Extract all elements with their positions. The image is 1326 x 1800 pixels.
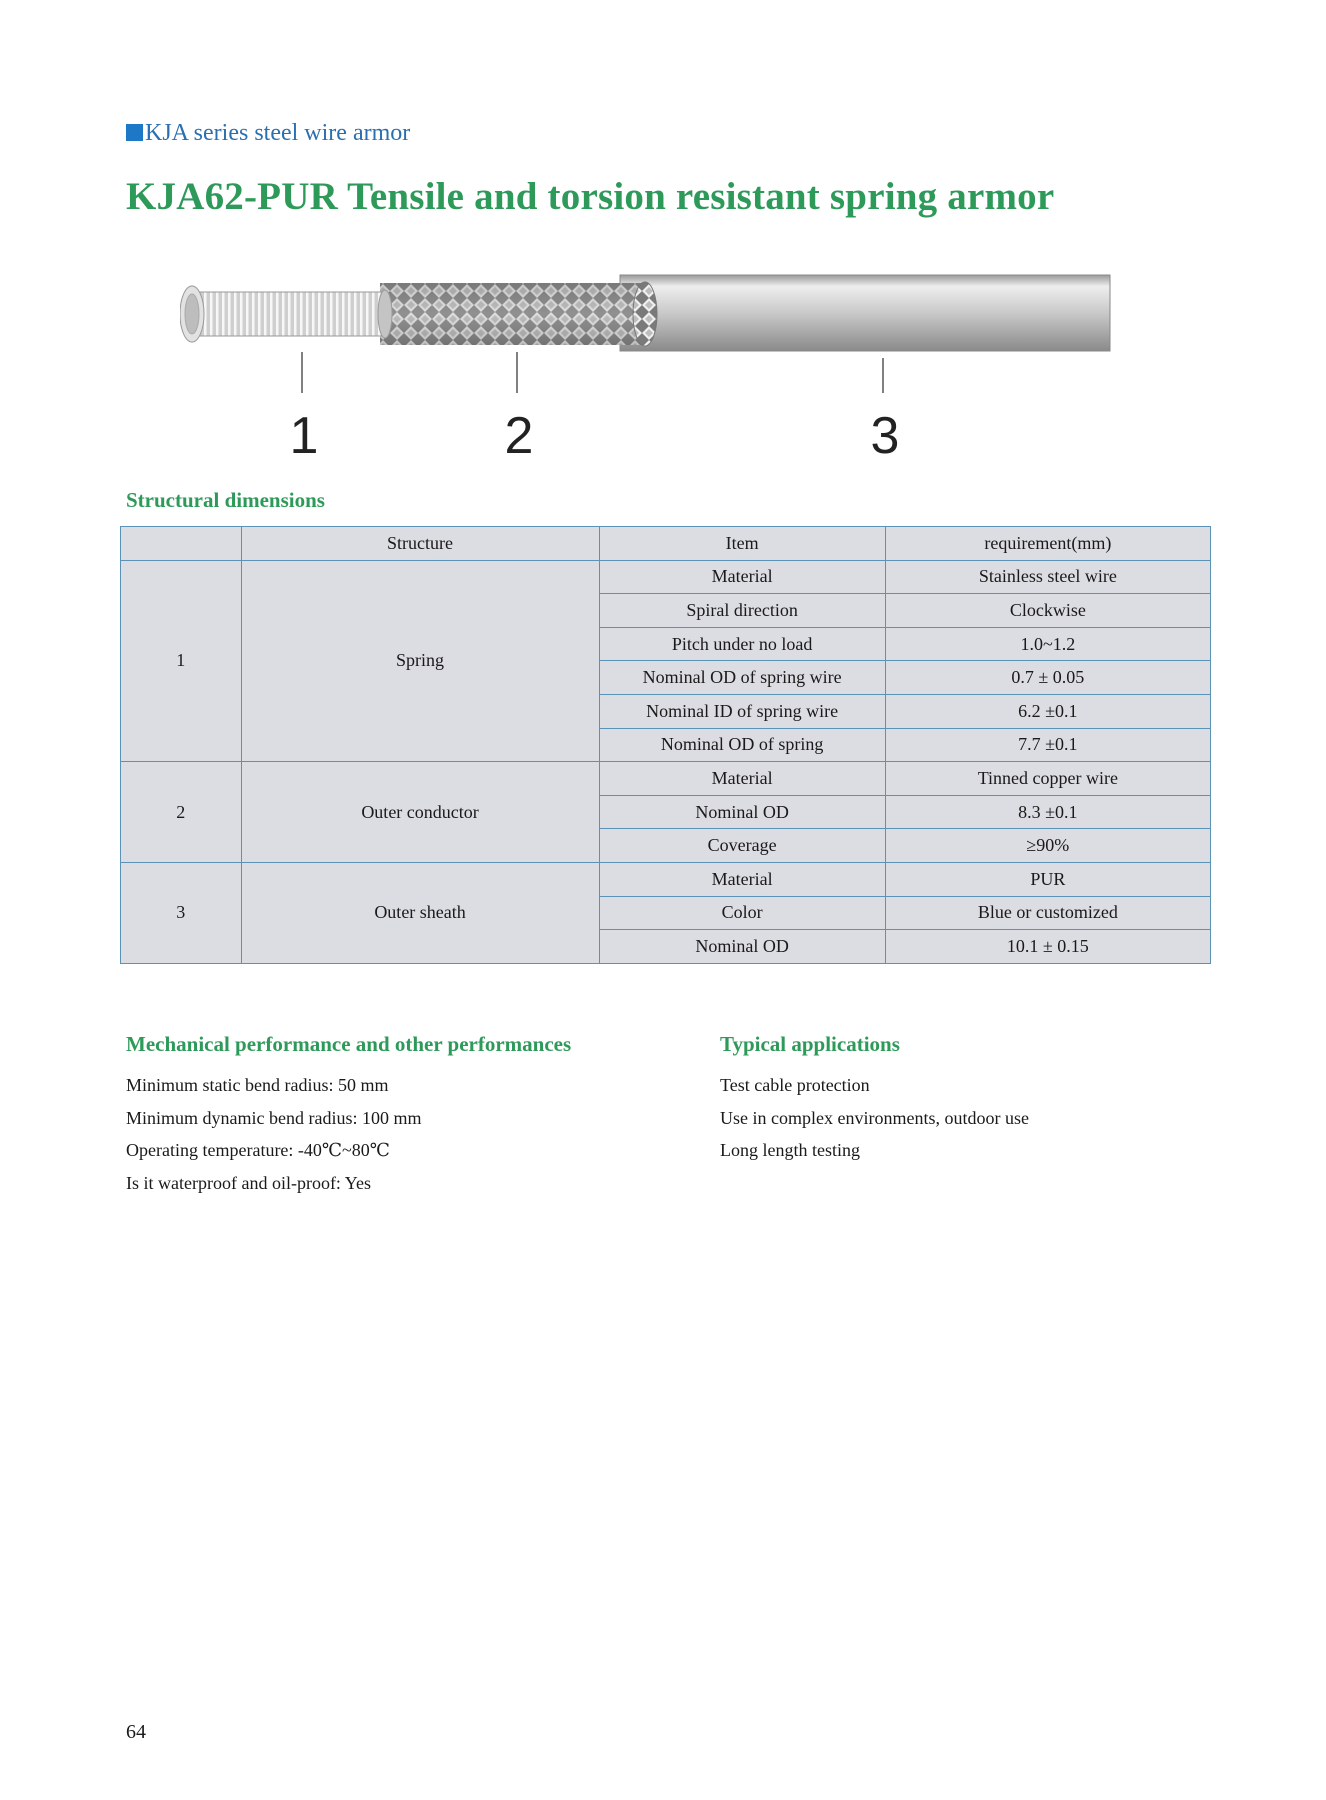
table-row	[121, 560, 1211, 594]
structure-name: Outer sheath	[241, 862, 599, 963]
list-item: Use in complex environments, outdoor use	[720, 1107, 1029, 1128]
typical-applications-list	[720, 1069, 1029, 1167]
callout-2: 2	[504, 407, 534, 465]
item-cell: Nominal OD	[599, 795, 885, 829]
requirement-cell: Blue or customized	[885, 896, 1210, 930]
outer-conductor-braid	[380, 282, 657, 346]
callout-3: 3	[870, 407, 900, 465]
item-cell: Nominal ID of spring wire	[599, 694, 885, 728]
header-cell	[121, 527, 242, 561]
structure-number: 2	[121, 762, 242, 863]
requirement-cell: Stainless steel wire	[885, 560, 1210, 594]
item-cell: Coverage	[599, 829, 885, 863]
requirement-cell: PUR	[885, 862, 1210, 896]
callout-1: 1	[289, 407, 319, 465]
item-cell: Spiral direction	[599, 594, 885, 628]
item-cell: Color	[599, 896, 885, 930]
list-item: Test cable protection	[720, 1075, 870, 1095]
typical-applications-heading: Typical applications	[720, 1032, 900, 1056]
mechanical-performance-list	[126, 1069, 421, 1199]
requirement-cell: Tinned copper wire	[885, 762, 1210, 796]
requirement-cell: 8.3 ±0.1	[885, 795, 1210, 829]
structure-number: 3	[121, 862, 242, 963]
list-item: Operating temperature: -40℃~80℃	[126, 1140, 390, 1161]
structure-name: Spring	[241, 560, 599, 762]
series-label	[126, 120, 410, 147]
requirement-cell: Clockwise	[885, 594, 1210, 628]
structure-name: Outer conductor	[241, 762, 599, 863]
item-cell: Material	[599, 762, 885, 796]
list-item: Is it waterproof and oil-proof: Yes	[126, 1172, 371, 1193]
cable-structure-diagram	[180, 270, 1140, 470]
table-row	[121, 762, 1211, 796]
page-title: KJA62-PUR Tensile and torsion resistant spring armor	[126, 175, 1055, 218]
series-text: KJA series steel wire armor	[145, 120, 411, 146]
item-cell: Nominal OD of spring wire	[599, 661, 885, 695]
structure-number: 1	[121, 560, 242, 762]
header-cell: Structure	[241, 527, 599, 561]
requirement-cell: 0.7 ± 0.05	[885, 661, 1210, 695]
item-cell: Pitch under no load	[599, 627, 885, 661]
list-item: Long length testing	[720, 1140, 860, 1161]
header-cell: requirement(mm)	[885, 527, 1210, 561]
requirement-cell: 6.2 ±0.1	[885, 694, 1210, 728]
requirement-cell: 7.7 ±0.1	[885, 728, 1210, 762]
table-row	[121, 862, 1211, 896]
structural-dimensions-table	[120, 526, 1211, 964]
item-cell: Nominal OD	[599, 930, 885, 964]
blue-square-icon	[126, 124, 143, 141]
list-item: Minimum dynamic bend radius: 100 mm	[126, 1107, 422, 1128]
requirement-cell: ≥90%	[885, 829, 1210, 863]
header-cell: Item	[599, 527, 885, 561]
requirement-cell: 1.0~1.2	[885, 627, 1210, 661]
item-cell: Nominal OD of spring	[599, 728, 885, 762]
page-number: 64	[126, 1721, 146, 1743]
structural-dimensions-heading: Structural dimensions	[126, 488, 325, 512]
item-cell: Material	[599, 560, 885, 594]
list-item: Minimum static bend radius: 50 mm	[126, 1075, 389, 1095]
mechanical-performance-heading: Mechanical performance and other performances	[126, 1032, 572, 1056]
spring	[180, 286, 392, 342]
item-cell: Material	[599, 862, 885, 896]
table-header-row	[121, 527, 1211, 561]
outer-sheath	[620, 275, 1110, 351]
requirement-cell: 10.1 ± 0.15	[885, 930, 1210, 964]
